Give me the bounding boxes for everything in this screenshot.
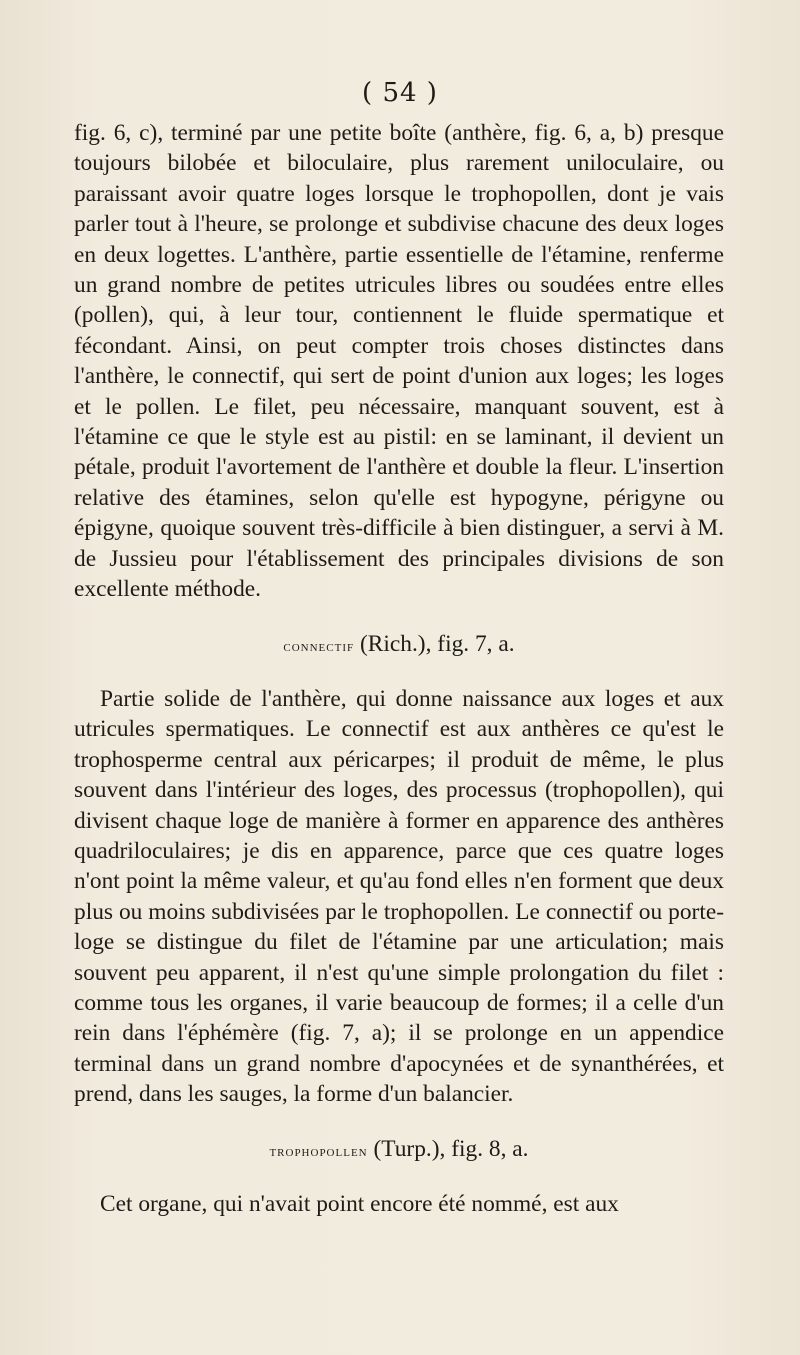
entry-heading-connectif <box>74 629 724 662</box>
page-number: ( 54 ) <box>362 78 438 108</box>
paragraph-continued: fig. 6, c), terminé par une petite boîte (anthère, fig. 6, a, b) presque toujours bilobée et biloculaire, plus rarement uniloculaire, ou paraissant avoir quatre loges lorsque le trophopollen, dont je vais parler tout à l'heure, se prolonge et subdivise chacune des deux loges en deux logettes. L'anthère, partie essentielle de l'étamine, renferme un grand nombre de petites utricules libres ou soudées entre elles (pollen), qui, à leur tour, contiennent le fluide spermatique et fécondant. Ainsi, on peut compter trois choses distinctes dans l'anthère, le connectif, qui sert de point d'union aux loges; les loges et le pollen. Le filet, peu nécessaire, manquant souvent, est à l'étamine ce que le style est au pistil: en se laminant, il devient un pétale, produit l'avortement de l'anthère et double la fleur. L'insertion relative des étamines, selon qu'elle est hypogyne, périgyne ou épigyne, quoique souvent très-difficile à bien distinguer, a servi à M. de Jussieu pour l'établissement des principales divisions de son excellente méthode. <box>74 120 724 603</box>
entry-term: connectif <box>283 638 355 655</box>
entry-source: (Turp.), fig. 8, a. <box>373 1135 529 1162</box>
page-body <box>74 118 724 1219</box>
entry-heading-trophopollen <box>74 1134 724 1167</box>
entry-term: trophopollen <box>269 1143 368 1160</box>
entry-body-trophopollen: Cet organe, qui n'avait point encore été nommé, est aux <box>100 1191 619 1217</box>
entry-body-connectif: Partie solide de l'anthère, qui donne naissance aux loges et aux utricules spermatiques. Le connectif est aux anthères ce qu'est le trophosperme central aux péricarpes; il produit de même, le plus souvent dans l'intérieur des loges, des processus (trophopollen), qui divisent chaque loge de manière à former en apparence des anthères quadriloculaires; je dis en apparence, parce que ces quatre loges n'ont point la même valeur, et qu'au fond elles n'en forment que deux plus ou moins subdivisées par le trophopollen. Le connectif ou porte-loge se distingue du filet de l'étamine par une articulation; mais souvent peu apparent, il n'est qu'une simple prolongation du filet : comme tous les organes, il varie beaucoup de formes; il a celle d'un rein dans l'éphémère (fig. 7, a); il se prolonge en un appendice terminal dans un grand nombre d'apocynées et de synanthérées, et prend, dans les sauges, la forme d'un balancier. <box>74 685 724 1108</box>
entry-source: (Rich.), fig. 7, a. <box>359 630 515 657</box>
